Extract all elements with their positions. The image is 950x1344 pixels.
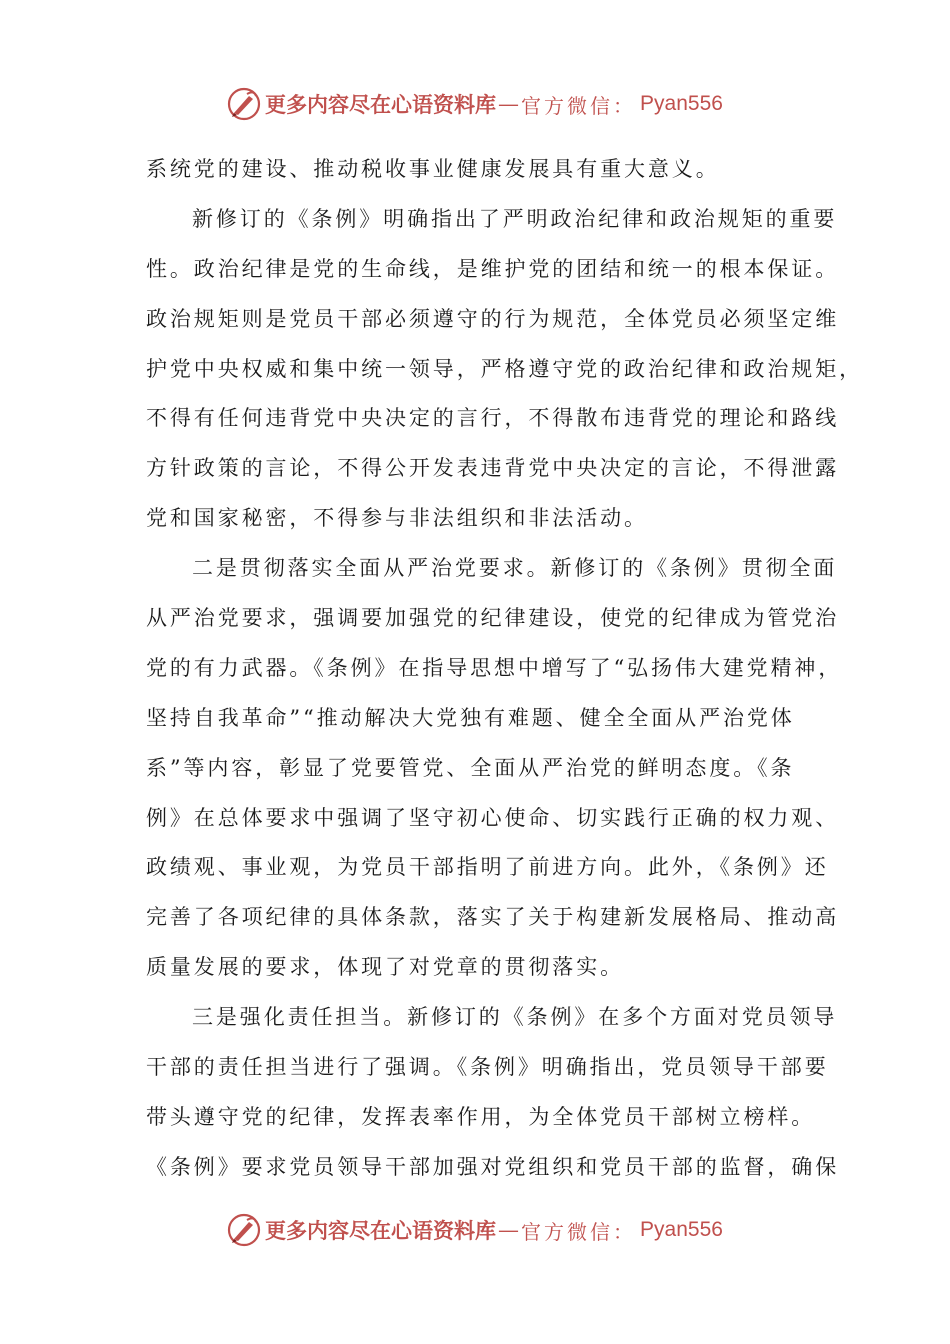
text-line: 例》在总体要求中强调了坚守初心使命、切实践行正确的权力观、 <box>146 805 840 830</box>
text-line: 新修订的《条例》明确指出了严明政治纪律和政治规矩的重要 <box>192 206 838 231</box>
text-line: 性。政治纪律是党的生命线，是维护党的团结和统一的根本保证。 <box>146 256 840 281</box>
text-line: 带头遵守党的纪律，发挥表率作用，为全体党员干部树立榜样。 <box>146 1104 816 1129</box>
document-body <box>146 145 863 1193</box>
banner-wechat-label: 官方微信： <box>521 1219 637 1244</box>
banner-brand: 更多内容尽在心语资料库 <box>265 1218 497 1243</box>
footer-banner <box>0 1208 950 1252</box>
text-line: 不得有任何违背党中央决定的言行，不得散布违背党的理论和路线 <box>146 406 840 431</box>
banner-wechat-id: Pyan556 <box>640 92 723 115</box>
text-line: 政治规矩则是党员干部必须遵守的行为规范，全体党员必须坚定维 <box>146 306 840 331</box>
text-line: 干部的责任担当进行了强调。《条例》明确指出，党员领导干部要 <box>146 1055 829 1080</box>
text-line: 党的有力武器。《条例》在指导思想中增写了“弘扬伟大建党精神， <box>146 655 843 680</box>
pen-logo-icon <box>227 1213 261 1247</box>
text-line: 二是贯彻落实全面从严治党要求。新修订的《条例》贯彻全面 <box>192 556 838 581</box>
banner-wechat-id: Pyan556 <box>640 1218 723 1241</box>
text-line: 三是强化责任担当。新修订的《条例》在多个方面对党员领导 <box>192 1005 838 1030</box>
text-line: 方针政策的言论，不得公开发表违背党中央决定的言论，不得泄露 <box>146 456 840 481</box>
header-banner <box>0 82 950 126</box>
text-line: 坚持自我革命”“推动解决大党独有难题、健全全面从严治党体 <box>146 705 795 730</box>
banner-brand: 更多内容尽在心语资料库 <box>265 92 497 117</box>
text-line: 《条例》要求党员领导干部加强对党组织和党员干部的监督，确保 <box>146 1154 840 1179</box>
text-line: 从严治党要求，强调要加强党的纪律建设，使党的纪律成为管党治 <box>146 606 840 631</box>
banner-wechat-label: 官方微信： <box>521 93 637 118</box>
text-line: 政绩观、事业观，为党员干部指明了前进方向。此外，《条例》还 <box>146 855 829 880</box>
text-line: 完善了各项纪律的具体条款，落实了关于构建新发展格局、推动高 <box>146 905 840 930</box>
banner-dash: — <box>498 92 520 116</box>
pen-logo-icon <box>227 87 261 121</box>
text-line: 质量发展的要求，体现了对党章的贯彻落实。 <box>146 955 624 980</box>
text-line: 党和国家秘密，不得参与非法组织和非法活动。 <box>146 506 648 531</box>
text-line: 系”等内容，彰显了党要管党、全面从严治党的鲜明态度。《条 <box>146 755 795 780</box>
text-line: 护党中央权威和集中统一领导，严格遵守党的政治纪律和政治规矩， <box>146 356 863 381</box>
text-line: 系统党的建设、推动税收事业健康发展具有重大意义。 <box>146 157 720 181</box>
banner-dash: — <box>498 1218 520 1242</box>
